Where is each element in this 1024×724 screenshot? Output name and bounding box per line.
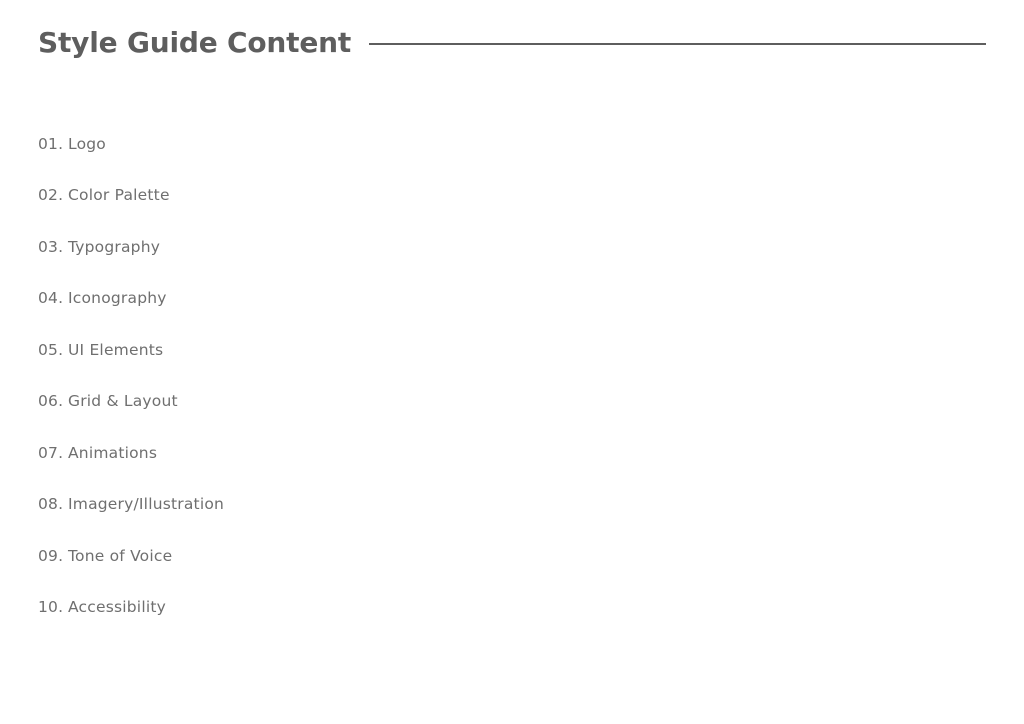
list-item-number: 08. (38, 495, 64, 514)
list-item-number: 10. (38, 598, 64, 617)
list-item-number: 07. (38, 443, 64, 462)
list-item-number: 09. (38, 546, 64, 565)
page-header (38, 0, 986, 59)
list-item-label: Tone of Voice (68, 546, 173, 565)
list-item-label: Animations (68, 443, 158, 462)
list-item[interactable] (38, 291, 986, 307)
list-item-number: 06. (38, 392, 64, 411)
list-item[interactable] (38, 134, 986, 153)
list-item-number: 03. (38, 237, 64, 256)
list-item-label: Color Palette (68, 186, 170, 205)
list-item-number: 04. (38, 289, 64, 308)
table-of-contents (38, 134, 986, 617)
list-item[interactable] (38, 394, 986, 410)
list-item[interactable] (38, 546, 986, 565)
list-item-label: Typography (68, 237, 161, 256)
list-item[interactable] (38, 340, 986, 359)
title-divider (369, 43, 986, 45)
list-item-number: 01. (38, 134, 64, 153)
list-item[interactable] (38, 600, 986, 616)
list-item-number: 05. (38, 340, 64, 359)
list-item[interactable] (38, 188, 986, 204)
list-item-label: Iconography (68, 289, 167, 308)
list-item-label: Grid & Layout (68, 392, 178, 411)
list-item[interactable] (38, 237, 986, 256)
list-item-label: Imagery/Illustration (68, 495, 225, 514)
list-item-number: 02. (38, 186, 64, 205)
list-item-label: Logo (68, 134, 106, 153)
list-item[interactable] (38, 443, 986, 462)
list-item-label: Accessibility (68, 598, 166, 617)
page-title: Style Guide Content (38, 26, 352, 59)
list-item-label: UI Elements (68, 340, 164, 359)
list-item[interactable] (38, 497, 986, 513)
